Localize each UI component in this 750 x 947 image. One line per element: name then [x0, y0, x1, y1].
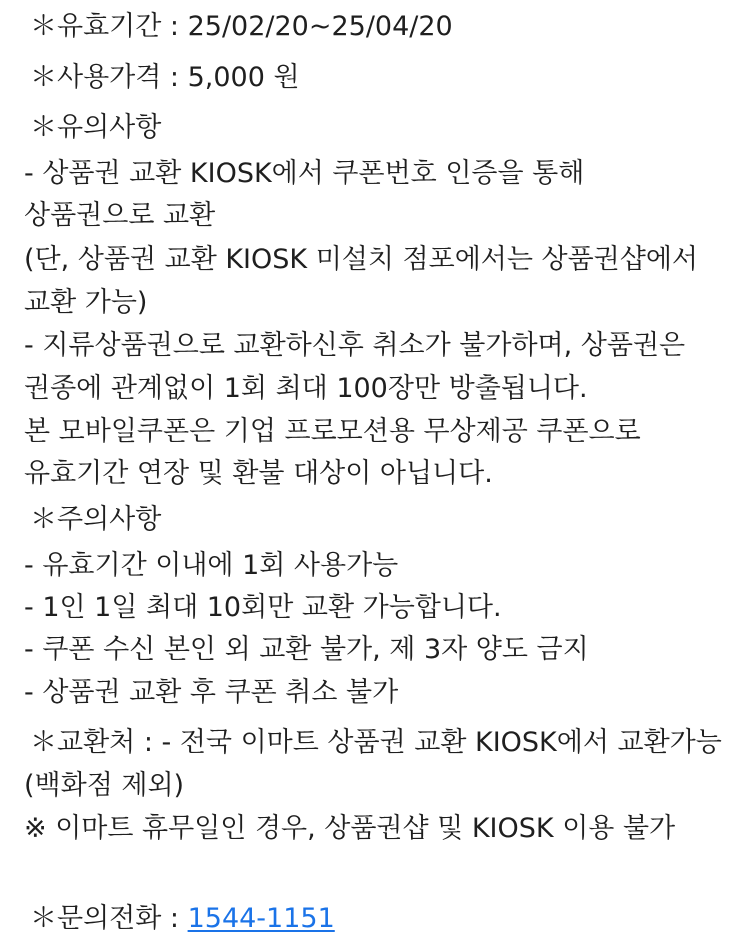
caution-line-3: - 쿠폰 수신 본인 외 교환 불가, 제 3자 양도 금지 [24, 634, 589, 665]
notes-line-4: 교환 가능) [24, 287, 148, 318]
caution-line-4: - 상품권 교환 후 쿠폰 취소 불가 [24, 677, 399, 708]
notes-line-1: - 상품권 교환 KIOSK에서 쿠폰번호 인증을 통해 [24, 158, 585, 189]
notes-line-5: - 지류상품권으로 교환하신후 취소가 불가하며, 상품권은 [24, 330, 686, 361]
notes-heading: ＊유의사항 [30, 112, 162, 143]
holiday-notice: ※ 이마트 휴무일인 경우, 상품권샵 및 KIOSK 이용 불가 [24, 813, 676, 844]
exchange-place-note: (백화점 제외) [24, 770, 185, 801]
notes-line-8: 유효기간 연장 및 환불 대상이 아닙니다. [24, 458, 493, 489]
phone-link[interactable]: 1544-1151 [187, 903, 335, 934]
notes-line-7: 본 모바일쿠폰은 기업 프로모션용 무상제공 쿠폰으로 [24, 416, 641, 447]
caution-heading: ＊주의사항 [30, 504, 162, 535]
contact-label: ＊문의전화 : [30, 903, 188, 934]
exchange-place: ＊교환처 : - 전국 이마트 상품권 교환 KIOSK에서 교환가능 [30, 727, 722, 758]
usage-price: ＊사용가격 : 5,000 원 [30, 62, 300, 93]
notes-line-2: 상품권으로 교환 [24, 200, 216, 231]
caution-line-2: - 1인 1일 최대 10회만 교환 가능합니다. [24, 592, 502, 623]
notes-line-6: 권종에 관계없이 1회 최대 100장만 방출됩니다. [24, 373, 588, 404]
contact-line [30, 899, 335, 939]
caution-line-1: - 유효기간 이내에 1회 사용가능 [24, 550, 399, 581]
notes-line-3: (단, 상품권 교환 KIOSK 미설치 점포에서는 상품권샵에서 [24, 244, 699, 275]
validity-period: ＊유효기간 : 25/02/20~25/04/20 [30, 11, 453, 42]
